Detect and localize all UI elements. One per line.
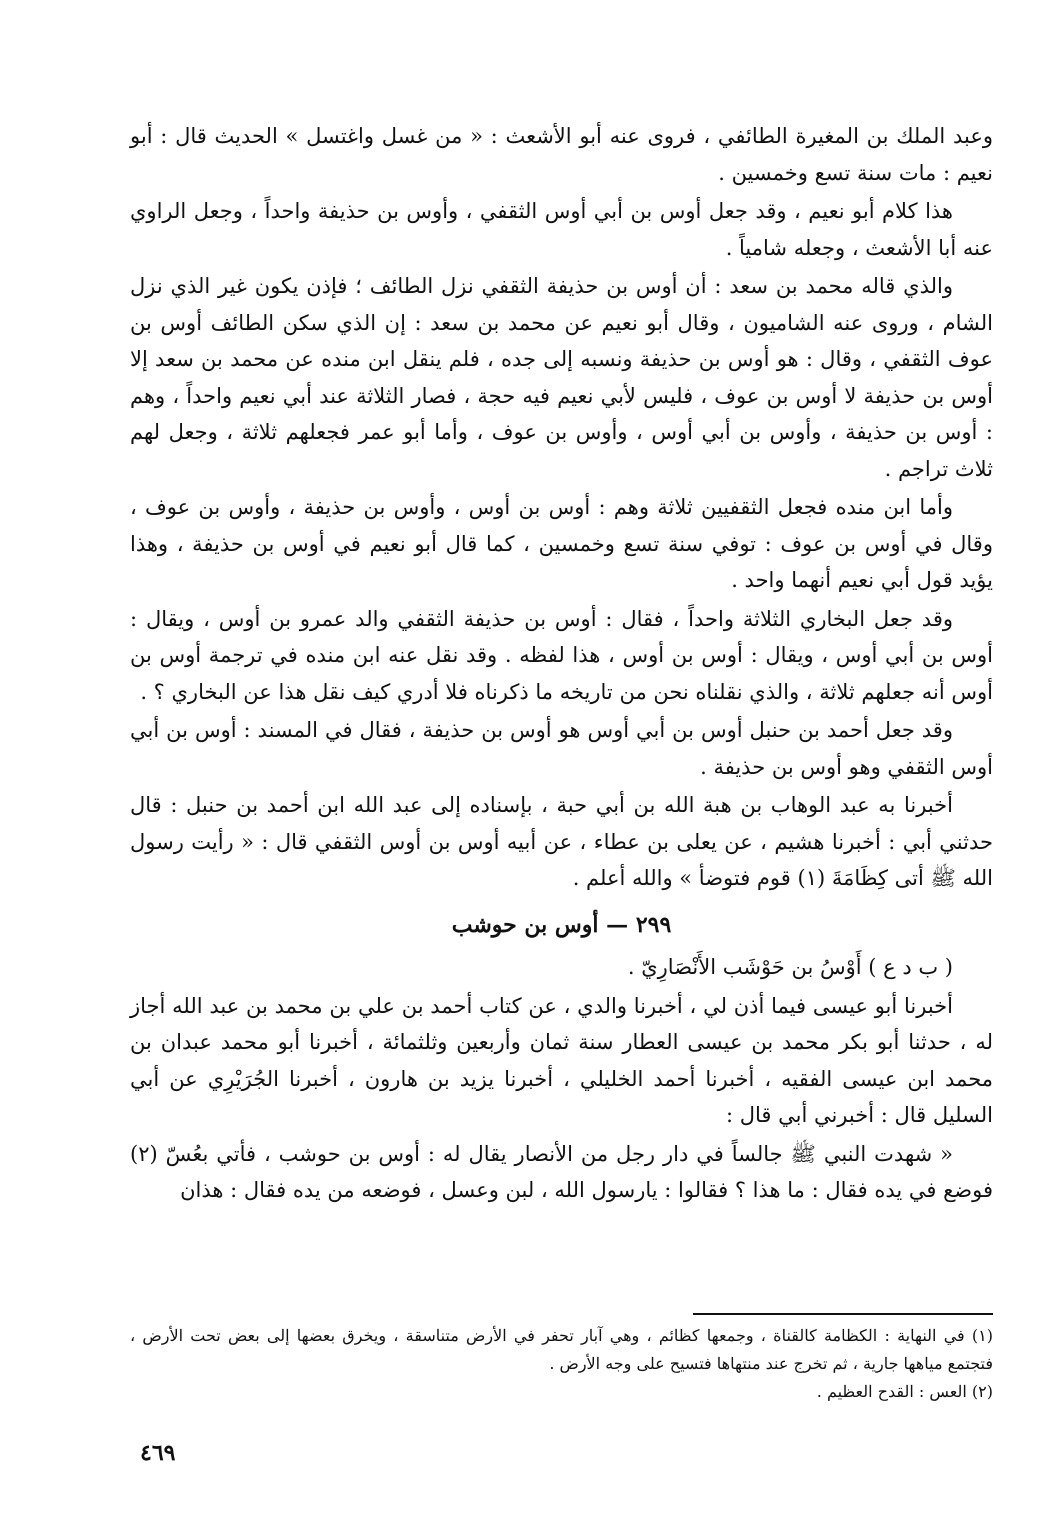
section-heading: ٢٩٩ — أوس بن حوشب — [451, 911, 672, 938]
paragraph-6: وقد جعل أحمد بن حنبل أوس بن أبي أوس هو أوس بن حذيفة ، فقال في المسند : أوس بن أبي أوس الثقفي وهو أوس بن حذيفة . — [130, 718, 993, 779]
paragraph-7: أخبرنا به عبد الوهاب بن هبة الله بن أبي حبة ، بإسناده إلى عبد الله ابن أحمد بن حنبل : قال حدثني أبي : أخبرنا هشيم ، عن يعلى بن عطاء ، عن أبيه أوس بن أوس الثقفي قال : « رأيت رسول الله ﷺ أتى كِظَامَةَ (١) قوم فتوضأ » والله أعلم . — [130, 793, 993, 890]
paragraph-8: ( ب د ع ) أَوْسُ بن حَوْشَب الأَنْصَارِيّ . — [627, 955, 953, 979]
footnote-1: (١) في النهاية : الكظامة كالقناة ، وجمعها كظائم ، وهي آبار تحفر في الأرض متناسقة ، ويخرق بعضها إلى بعض تحت الأرض ، فتجتمع مياهها جارية ، ثم تخرج عند منتهاها فتسيح على وجه الأرض . — [130, 1326, 994, 1373]
page-number: ٤٦٩ — [140, 1440, 176, 1466]
paragraph-2: هذا كلام أبو نعيم ، وقد جعل أوس بن أبي أوس الثقفي ، وأوس بن حذيفة واحداً ، وجعل الراوي عنه أبا الأشعث ، وجعله شامياً . — [130, 199, 993, 260]
footnote-2: (٢) العس : القدح العظيم . — [816, 1382, 993, 1401]
paragraph-10: « شهدت النبي ﷺ جالساً في دار رجل من الأنصار يقال له : أوس بن حوشب ، فأتي بعُسّ (٢) فوضع في يده فقال : ما هذا ؟ فقالوا : يارسول الله ، لبن وعسل ، فوضعه من يده فقال : هذان — [130, 1141, 993, 1202]
footnotes-block — [130, 1322, 993, 1406]
main-text-block — [130, 118, 993, 1211]
paragraph-5: وقد جعل البخاري الثلاثة واحداً ، فقال : أوس بن حذيفة الثقفي والد عمرو بن أوس ، ويقال : أوس بن أبي أوس ، ويقال : أوس بن أوس ، هذا لفظه . وقد نقل عنه ابن منده في ترجمة أوس بن أوس أنه جعلهم ثلاثة ، والذي نقلناه نحن من تاريخه ما ذكرناه فلا أدري كيف نقل هذا عن البخاري ؟ . — [130, 606, 993, 704]
paragraph-9: أخبرنا أبو عيسى فيما أذن لي ، أخبرنا والدي ، عن كتاب أحمد بن علي بن محمد بن عبد الله أجاز له ، حدثنا أبو بكر محمد بن عيسى العطار سنة ثمان وأربعين وثلثمائة ، أخبرنا أبو محمد عبدان بن محمد ابن عيسى الفقيه ، أخبرنا أحمد الخليلي ، أخبرنا يزيد بن هارون ، أخبرنا الجُرَيْرِي عن أبي السليل قال : أخبرني أبي قال : — [130, 993, 993, 1127]
paragraph-4: وأما ابن منده فجعل الثقفيين ثلاثة وهم : أوس بن أوس ، وأوس بن حذيفة ، وأوس بن عوف ، وقال في أوس بن عوف : توفي سنة تسع وخمسين ، كما قال أبو نعيم في أوس بن حذيفة ، وهذا يؤيد قول أبي نعيم أنهما واحد . — [130, 495, 993, 592]
paragraph-1: وعبد الملك بن المغيرة الطائفي ، فروى عنه أبو الأشعث : « من غسل واغتسل » الحديث قال : أبو نعيم : مات سنة تسع وخمسين . — [130, 124, 993, 185]
footnote-divider — [693, 1313, 993, 1315]
paragraph-3: والذي قاله محمد بن سعد : أن أوس بن حذيفة الثقفي نزل الطائف ؛ فإذن يكون غير الذي نزل الشام ، وروى عنه الشاميون ، وقال أبو نعيم عن محمد بن سعد : إن الذي سكن الطائف أوس بن عوف الثقفي ، وقال : هو أوس بن حذيفة ونسبه إلى جده ، فلم ينقل ابن منده عن محمد بن سعد إلا أوس بن حذيفة لا أوس بن عوف ، فليس لأبي نعيم فيه حجة ، فصار الثلاثة عند أبي نعيم واحداً ، وهم : أوس بن حذيفة ، وأوس بن أبي أوس ، وأوس بن عوف ، وأما أبو عمر فجعلهم ثلاثة ، وجعل لهم ثلاث تراجم . — [130, 274, 993, 481]
